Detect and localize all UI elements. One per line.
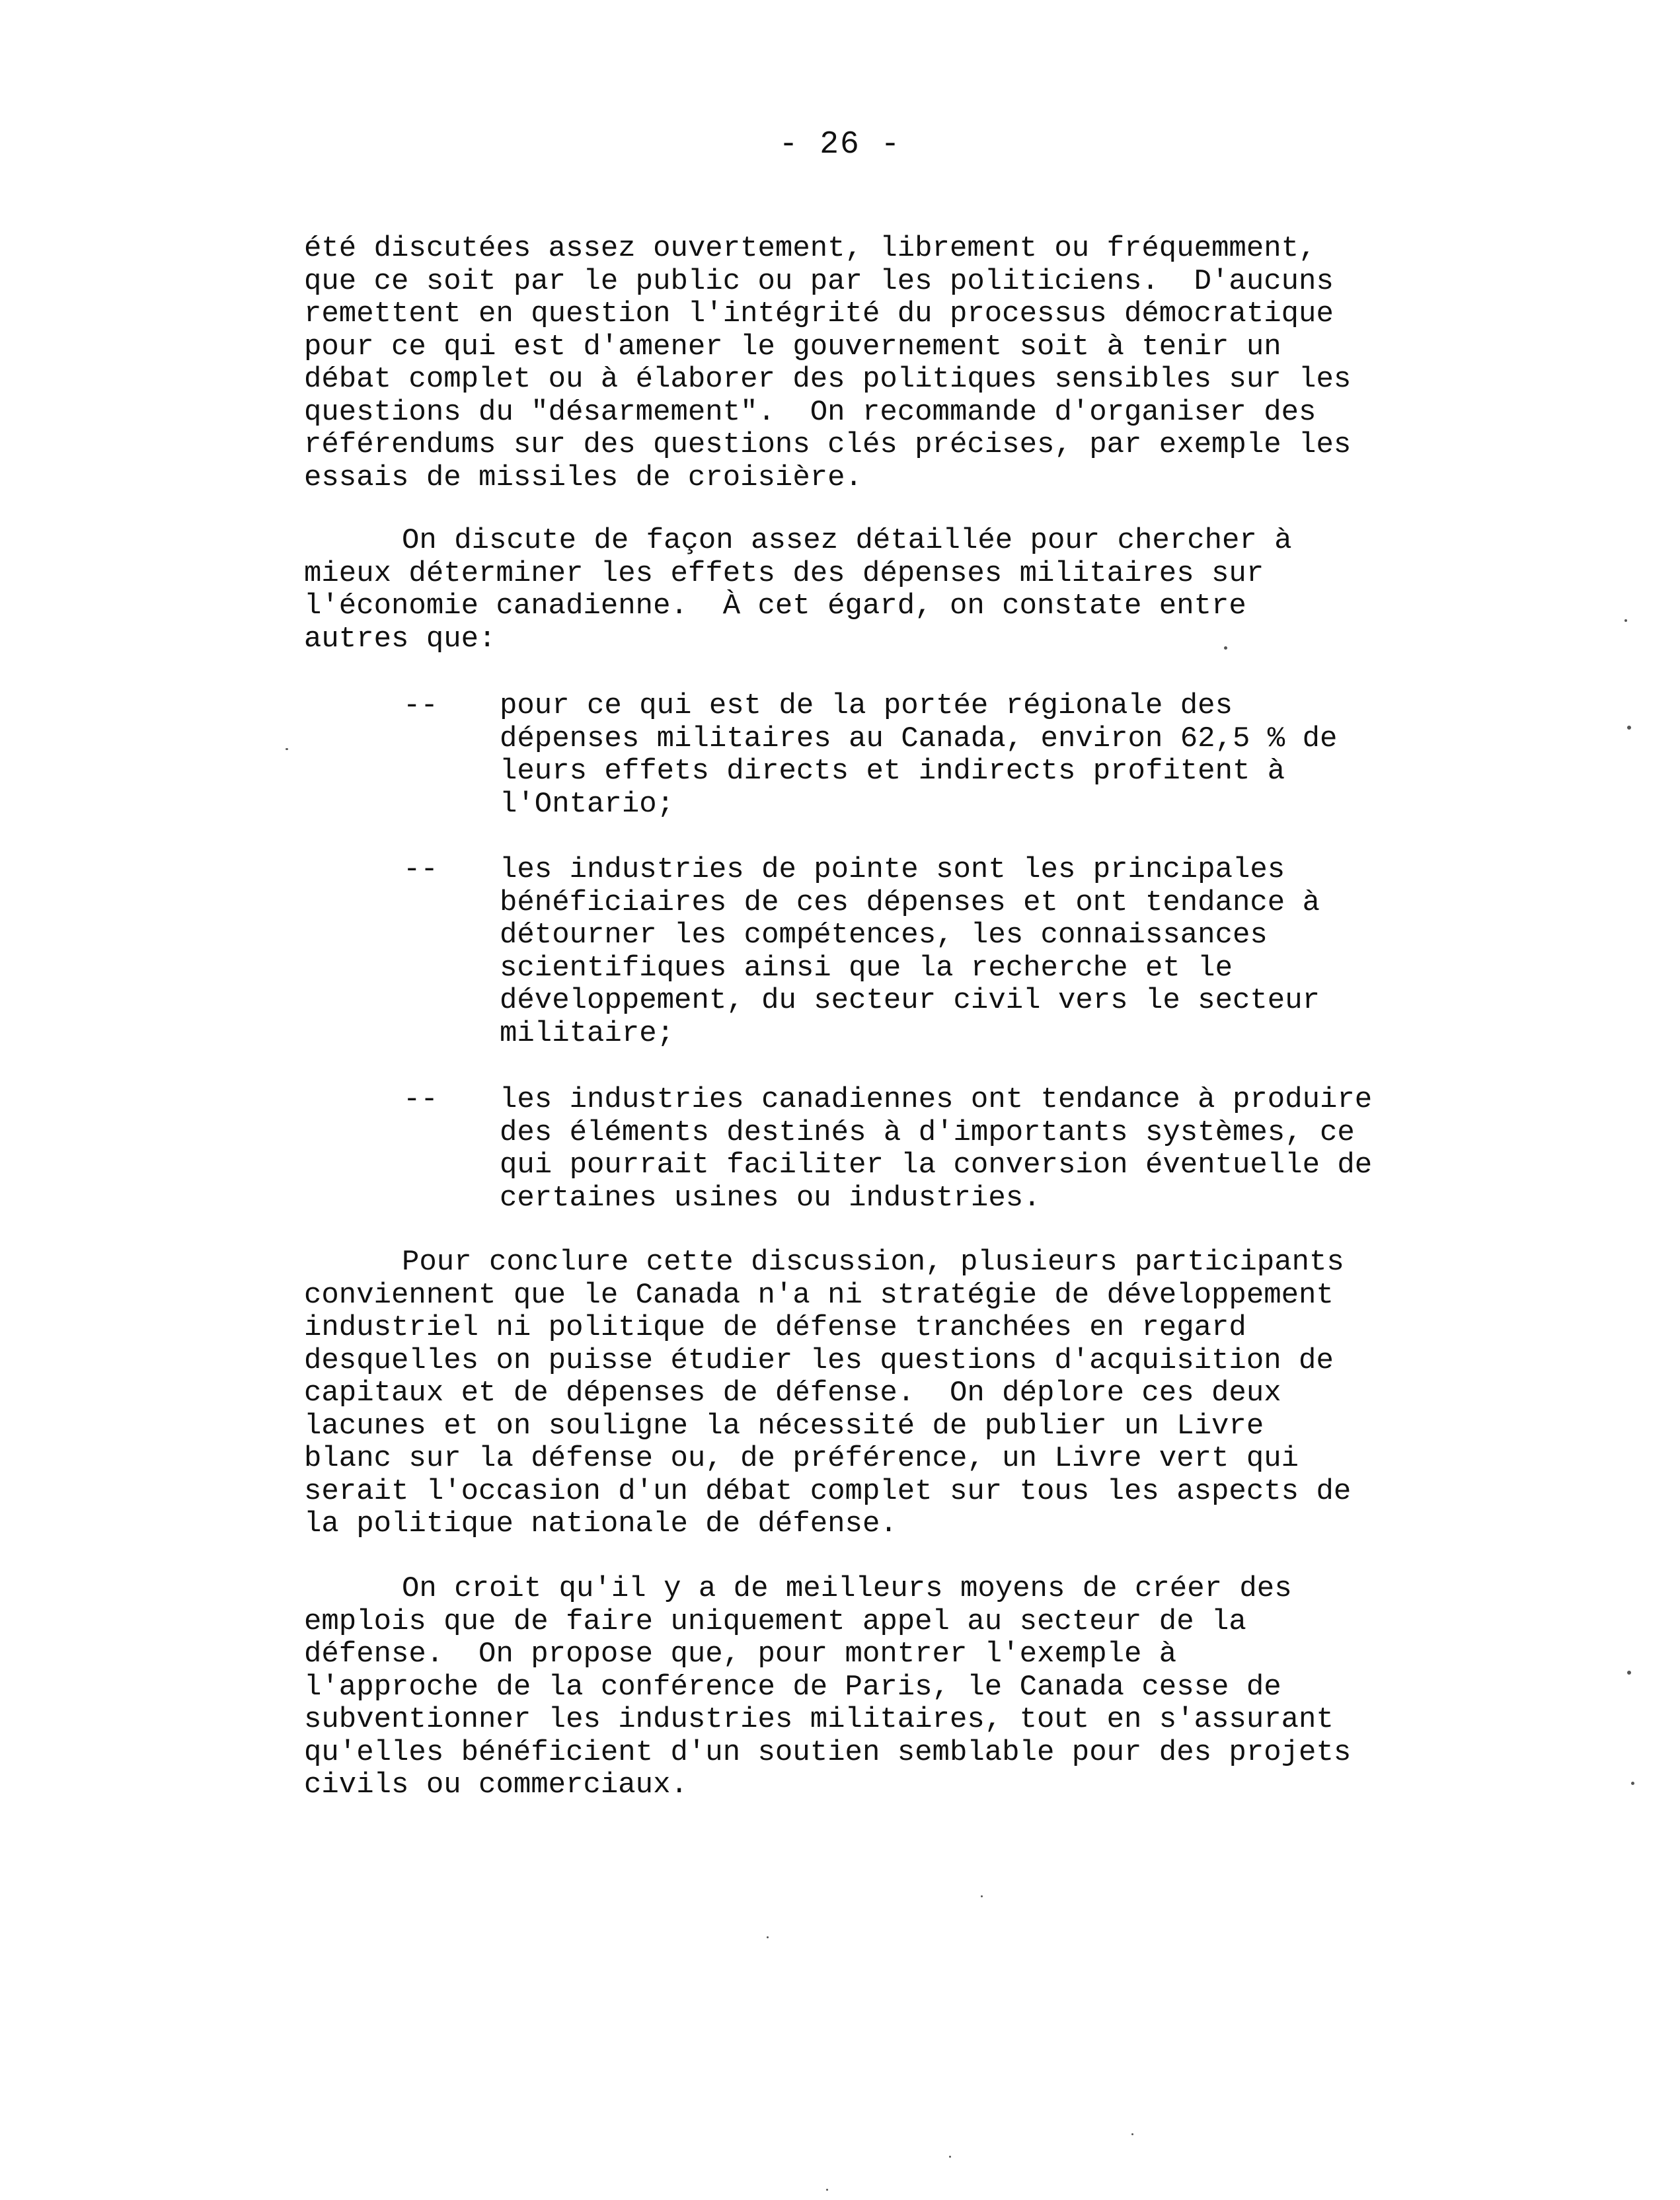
text-line: blanc sur la défense ou, de préférence, un Livre vert qui xyxy=(304,1442,1299,1475)
text-line: On croit qu'il y a de meilleurs moyens de créer des xyxy=(402,1572,1292,1605)
scan-speck xyxy=(767,1936,769,1938)
text-line: lacunes et on souligne la nécessité de publier un Livre xyxy=(304,1409,1264,1443)
scan-speck xyxy=(826,2189,828,2191)
text-line: On discute de façon assez détaillée pour chercher à xyxy=(402,524,1292,557)
text-line: remettent en question l'intégrité du processus démocratique xyxy=(304,297,1334,330)
scan-speck xyxy=(1131,2133,1133,2135)
text-line: détourner les compétences, les connaissances xyxy=(500,919,1268,952)
text-line: pour ce qui est d'amener le gouvernement soit à tenir un xyxy=(304,330,1281,363)
text-line: qu'elles bénéficient d'un soutien semblable pour des projets xyxy=(304,1735,1352,1769)
bullet-text xyxy=(500,690,1337,821)
text-line: les industries de pointe sont les principales xyxy=(500,853,1285,886)
jobs-paragraph xyxy=(304,1573,1494,1802)
text-line: Pour conclure cette discussion, plusieurs participants xyxy=(402,1246,1344,1279)
text-line: référendums sur des questions clés précises, par exemple les xyxy=(304,428,1352,461)
scan-speck xyxy=(286,748,288,750)
text-line: subventionner les industries militaires, tout en s'assurant xyxy=(304,1703,1334,1736)
page-number: - 26 - xyxy=(779,127,901,163)
text-line: l'approche de la conférence de Paris, le Canada cesse de xyxy=(304,1670,1281,1704)
text-line: mieux déterminer les effets des dépenses militaires sur xyxy=(304,556,1264,590)
conclusion-paragraph xyxy=(304,1246,1494,1541)
bullet-dash: -- xyxy=(403,853,438,886)
text-line: été discutées assez ouvertement, librement ou fréquemment, xyxy=(304,232,1317,265)
text-line: l'Ontario; xyxy=(500,787,675,821)
text-line: essais de missiles de croisière. xyxy=(304,461,862,494)
bullet-dash: -- xyxy=(403,689,438,722)
scan-speck xyxy=(1224,646,1227,650)
text-line: industriel ni politique de défense tranchées en regard xyxy=(304,1311,1246,1344)
text-line: certaines usines ou industries. xyxy=(500,1181,1041,1215)
bullet-text xyxy=(500,1084,1372,1215)
text-line: bénéficiaires de ces dépenses et ont tendance à xyxy=(500,886,1320,919)
economy-paragraph xyxy=(304,525,1494,656)
bullet-dash: -- xyxy=(403,1083,438,1116)
text-line: la politique nationale de défense. xyxy=(304,1507,897,1540)
text-line: emplois que de faire uniquement appel au secteur de la xyxy=(304,1605,1246,1638)
text-line: questions du "désarmement". On recommande d'organiser des xyxy=(304,395,1317,429)
text-line: dépenses militaires au Canada, environ 62,5 % de xyxy=(500,722,1338,755)
text-line: leurs effets directs et indirects profitent à xyxy=(500,755,1285,788)
text-line: capitaux et de dépenses de défense. On déplore ces deux xyxy=(304,1377,1281,1410)
text-line: militaire; xyxy=(500,1016,675,1050)
scan-speck xyxy=(1627,1671,1631,1675)
scan-speck xyxy=(981,1895,983,1897)
text-line: des éléments destinés à d'importants systèmes, ce xyxy=(500,1116,1355,1149)
text-line: l'économie canadienne. À cet égard, on constate entre xyxy=(304,589,1246,623)
scan-speck xyxy=(1624,619,1627,622)
text-line: pour ce qui est de la portée régionale des xyxy=(500,689,1233,722)
text-line: desquelles on puisse étudier les questions d'acquisition de xyxy=(304,1344,1334,1377)
text-line: autres que: xyxy=(304,622,496,656)
text-line: développement, du secteur civil vers le secteur xyxy=(500,984,1320,1017)
continuation-paragraph xyxy=(304,233,1494,494)
scan-speck xyxy=(949,2156,951,2158)
text-line: défense. On propose que, pour montrer l'exemple à xyxy=(304,1638,1177,1671)
scan-speck xyxy=(1627,726,1631,730)
text-line: serait l'occasion d'un débat complet sur tous les aspects de xyxy=(304,1474,1352,1508)
text-line: les industries canadiennes ont tendance à produire xyxy=(500,1083,1373,1116)
text-line: conviennent que le Canada n'a ni stratégie de développement xyxy=(304,1278,1334,1312)
text-line: que ce soit par le public ou par les politiciens. D'aucuns xyxy=(304,264,1334,298)
text-line: scientifiques ainsi que la recherche et le xyxy=(500,951,1233,985)
bullet-text xyxy=(500,854,1320,1050)
text-line: débat complet ou à élaborer des politiques sensibles sur les xyxy=(304,363,1352,396)
scan-speck xyxy=(1631,1782,1634,1785)
text-line: civils ou commerciaux. xyxy=(304,1768,688,1802)
text-line: qui pourrait faciliter la conversion éventuelle de xyxy=(500,1149,1373,1182)
